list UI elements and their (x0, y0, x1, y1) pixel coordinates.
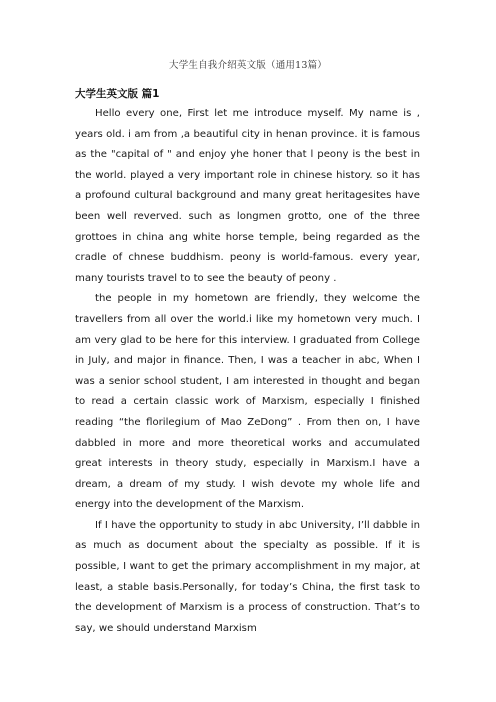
paragraph-2: the people in my hometown are friendly, they welcome the travellers from all over the world.i like my hometown very much. I am very glad to be here for this interview. I graduated from College in July, and major in finance. Then, I was a teacher in abc, When I was a senior school student, I am interested in thought and began to read a certain classic work of Marxism, especially I finished reading “the florilegium of Mao ZeDong” . From then on, I have dabbled in more and more theoretical works and accumulated great interests in theory study, especially in Marxism.I have a dream, a dream of my study. I wish devote my whole life and energy into the development of the Marxism. (75, 293, 420, 511)
document-title: 大学生自我介绍英文版（通用13篇） (169, 60, 327, 71)
paragraph-1: Hello every one, First let me introduce myself. My name is , years old. i am from ,a beautiful city in henan province. it is famous as the "capital of " and enjoy yhe honer that l peony is the best in the world. played a very important role in chinese history. so it has a profound cultural background and many great heritagesites have been well reverved. such as longmen grotto, one of the three grottoes in china ang white horse temple, being regarded as the cradle of chnese buddhism. peony is world-famous. every year, many tourists travel to to see the beauty of peony . (75, 108, 420, 284)
document-body (75, 104, 420, 639)
section-heading: 大学生英文版 篇1 (75, 88, 160, 100)
paragraph-3: If I have the opportunity to study in abc University, I’ll dabble in as much as document about the specialty as possible. If it is possible, I want to get the primary accomplishment in my major, at least, a stable basis.Personally, for today’s China, the first task to the development of Marxism is a process of construction. That’s to say, we should understand Marxism (75, 519, 420, 634)
